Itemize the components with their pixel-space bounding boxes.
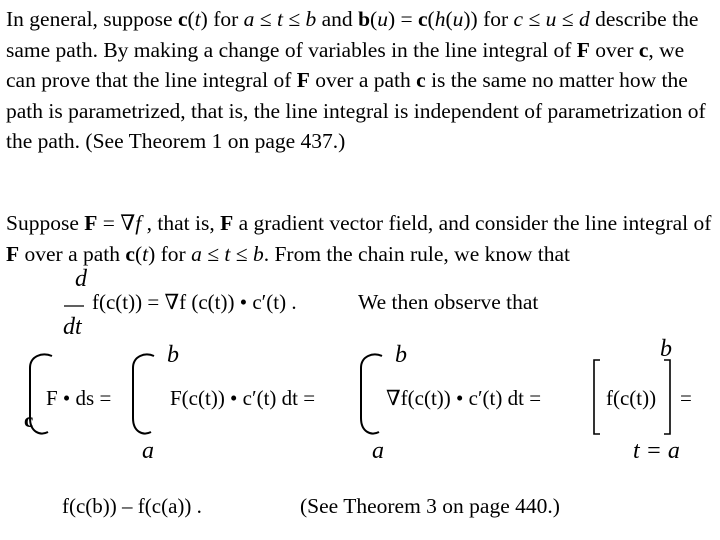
lhs-integrand: F • ds =	[46, 386, 112, 410]
math-F: F	[296, 68, 310, 92]
math-h: h	[434, 7, 446, 31]
math-f: f	[135, 211, 142, 235]
text: ≤	[254, 7, 277, 31]
text: is the same no matter how the path is parametrized, that is, the line integral is independent of parametrization of the path. (See Theorem 1 on page 437.)	[6, 68, 706, 153]
evaluation-expression: f(c(t))	[606, 386, 657, 410]
text: (	[134, 241, 143, 266]
evaluation-equals: =	[680, 386, 692, 410]
text: (	[370, 7, 378, 31]
lower-limit-1: a	[142, 438, 154, 464]
upper-limit-1: b	[167, 342, 179, 368]
text: over a path	[19, 241, 126, 266]
text: = ∇	[97, 211, 136, 235]
path-subscript: c	[24, 408, 34, 432]
text: )	[200, 7, 208, 31]
math-F: F	[84, 211, 98, 235]
math-t: t	[194, 7, 201, 31]
text: . From the chain rule, we know that	[263, 241, 571, 266]
text: ≤	[282, 7, 306, 31]
math-F: F	[576, 37, 590, 62]
text: ≤	[230, 241, 253, 266]
text: ))	[463, 7, 478, 31]
text: ≤	[523, 7, 546, 31]
text: ≤	[201, 241, 225, 266]
text: (	[445, 7, 453, 31]
math-c: c	[513, 7, 524, 31]
observe-text: We then observe that	[358, 290, 539, 314]
math-u: u	[377, 7, 388, 31]
lower-limit-3: t = a	[633, 438, 680, 464]
text: , we can prove that the line integral of	[6, 37, 685, 92]
text: for	[207, 7, 244, 31]
text: over a path	[309, 68, 417, 92]
integrand-2: ∇f(c(t)) • c′(t) dt =	[386, 386, 542, 410]
derivative-numerator: d	[75, 266, 87, 292]
upper-limit-2: b	[395, 342, 407, 368]
text: over	[589, 37, 639, 62]
right-bracket	[664, 360, 670, 434]
text: a gradient vector field, and consider the line integral of	[233, 211, 712, 235]
math-b-bold: b	[358, 7, 371, 31]
math-F: F	[6, 241, 20, 266]
math-c: c	[638, 37, 649, 62]
derivative-denominator: dt	[63, 314, 82, 340]
math-c: c	[177, 7, 188, 31]
math-t: t	[276, 7, 283, 31]
text: describe the same path. By making a change of variables in the line integral of	[6, 7, 699, 62]
text: ) for	[148, 241, 192, 266]
math-b: b	[252, 241, 264, 266]
lower-limit-2: a	[372, 438, 384, 464]
math-u: u	[545, 7, 557, 31]
math-b: b	[305, 7, 317, 31]
integrand-1: F(c(t)) • c′(t) dt =	[170, 386, 316, 410]
text: , that is,	[141, 211, 221, 235]
integral-sign-2	[361, 355, 382, 434]
math-a: a	[243, 7, 255, 31]
math-a: a	[191, 241, 202, 266]
math-t: t	[142, 241, 149, 266]
math-u: u	[452, 7, 464, 31]
math-c: c	[418, 7, 428, 31]
theorem-reference: (See Theorem 3 on page 440.)	[300, 494, 560, 518]
integral-sign-line	[30, 355, 52, 434]
text: and	[316, 7, 359, 31]
text: In general, suppose	[6, 7, 178, 31]
left-bracket	[594, 360, 600, 434]
math-c: c	[125, 241, 135, 266]
integral-sign-1	[133, 355, 154, 434]
derivative-expression: f(c(t)) = ∇f (c(t)) • c′(t) .	[92, 290, 297, 314]
result-expression: f(c(b)) – f(c(a)) .	[62, 494, 202, 518]
text: ) =	[387, 7, 418, 31]
math-d: d	[578, 7, 590, 31]
text: ≤	[556, 7, 579, 31]
math-c: c	[416, 68, 426, 92]
text: (	[427, 7, 435, 31]
math-F: F	[220, 211, 234, 235]
math-t: t	[224, 241, 231, 266]
text: (	[187, 7, 195, 31]
text: for	[477, 7, 514, 31]
text: Suppose	[6, 211, 85, 235]
upper-limit-3: b	[660, 336, 672, 362]
